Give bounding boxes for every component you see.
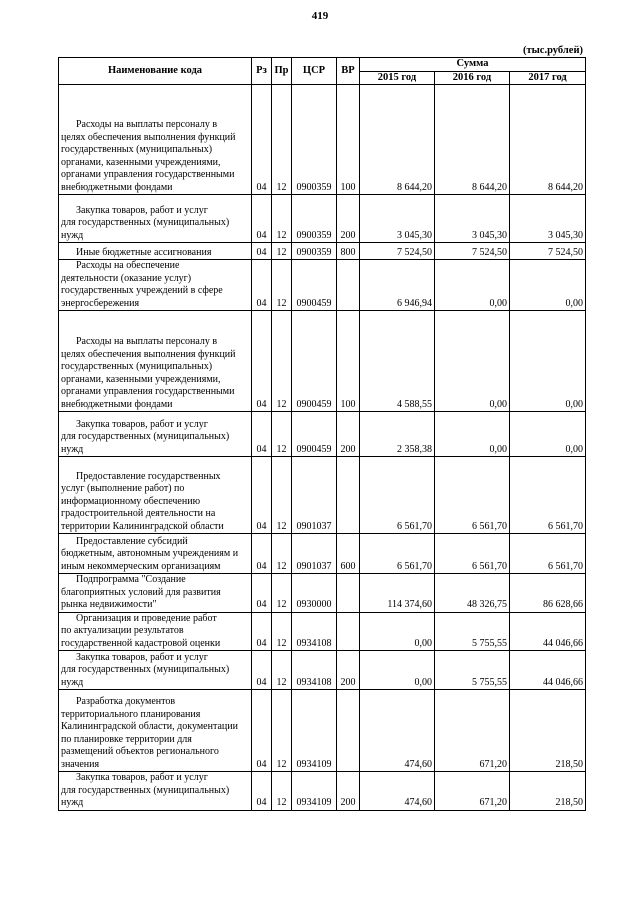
table-row <box>59 457 586 534</box>
table-row <box>59 85 586 195</box>
row-name: Расходы на обеспечение деятельности (оказание услуг) государственных учреждений в сфере энергосбережения <box>59 260 252 311</box>
row-pr: 12 <box>272 85 292 195</box>
row-2017-amount: 0,00 <box>510 260 586 311</box>
row-csr: 0900359 <box>292 195 337 243</box>
row-name: Разработка документов территориального планирования Калининградской области, документации по планировке территории для размещений объектов регионального значения <box>59 690 252 772</box>
row-csr: 0934109 <box>292 772 337 811</box>
row-2017-amount: 44 046,66 <box>510 612 586 651</box>
row-name: Предоставление субсидий бюджетным, автономным учреждениям и иным некоммерческим организациям <box>59 534 252 574</box>
row-2015-amount: 6 561,70 <box>360 534 435 574</box>
table-row <box>59 534 586 574</box>
header-pr: Пр <box>272 58 292 85</box>
row-2015-amount: 7 524,50 <box>360 243 435 260</box>
row-2017-amount: 218,50 <box>510 772 586 811</box>
row-2016-amount: 7 524,50 <box>435 243 510 260</box>
row-csr: 0900459 <box>292 412 337 457</box>
row-2017-amount: 0,00 <box>510 412 586 457</box>
row-pr: 12 <box>272 574 292 613</box>
row-2015-amount: 0,00 <box>360 612 435 651</box>
row-pr: 12 <box>272 772 292 811</box>
page-number: 419 <box>311 10 329 22</box>
units-label: (тыс.рублей) <box>522 45 583 56</box>
row-pr: 12 <box>272 651 292 690</box>
row-2015-amount: 6 561,70 <box>360 457 435 534</box>
row-2016-amount: 48 326,75 <box>435 574 510 613</box>
row-2017-amount: 218,50 <box>510 690 586 772</box>
row-pr: 12 <box>272 311 292 412</box>
row-2016-amount: 671,20 <box>435 772 510 811</box>
row-2016-amount: 0,00 <box>435 412 510 457</box>
row-pr: 12 <box>272 612 292 651</box>
header-vr: ВР <box>337 58 360 85</box>
row-csr: 0900359 <box>292 85 337 195</box>
row-rz: 04 <box>252 311 272 412</box>
table-row <box>59 260 586 311</box>
row-name: Организация и проведение работ по актуализации результатов государственной кадастровой оценки <box>59 612 252 651</box>
row-vr: 200 <box>337 195 360 243</box>
row-csr: 0934108 <box>292 651 337 690</box>
table-row <box>59 690 586 772</box>
row-2017-amount: 44 046,66 <box>510 651 586 690</box>
row-2017-amount: 6 561,70 <box>510 534 586 574</box>
header-sum: Сумма <box>360 58 586 72</box>
row-2015-amount: 474,60 <box>360 772 435 811</box>
row-name: Расходы на выплаты персоналу в целях обеспечения выполнения функций государственных (муниципальных) органами, казенными учреждениями, органами управления государственными внебюджетными фондами <box>59 85 252 195</box>
row-vr <box>337 690 360 772</box>
row-2016-amount: 0,00 <box>435 260 510 311</box>
row-2015-amount: 4 588,55 <box>360 311 435 412</box>
row-2016-amount: 6 561,70 <box>435 457 510 534</box>
row-rz: 04 <box>252 772 272 811</box>
row-csr: 0930000 <box>292 574 337 613</box>
row-rz: 04 <box>252 574 272 613</box>
row-2016-amount: 5 755,55 <box>435 651 510 690</box>
row-2017-amount: 7 524,50 <box>510 243 586 260</box>
row-rz: 04 <box>252 651 272 690</box>
row-pr: 12 <box>272 260 292 311</box>
row-rz: 04 <box>252 690 272 772</box>
row-name: Расходы на выплаты персоналу в целях обеспечения выполнения функций государственных (муниципальных) органами, казенными учреждениями, органами управления государственными внебюджетными фондами <box>59 311 252 412</box>
row-vr: 100 <box>337 311 360 412</box>
row-rz: 04 <box>252 260 272 311</box>
row-vr: 200 <box>337 772 360 811</box>
row-2016-amount: 671,20 <box>435 690 510 772</box>
row-2015-amount: 474,60 <box>360 690 435 772</box>
row-pr: 12 <box>272 243 292 260</box>
row-2017-amount: 3 045,30 <box>510 195 586 243</box>
row-2015-amount: 8 644,20 <box>360 85 435 195</box>
row-2017-amount: 8 644,20 <box>510 85 586 195</box>
header-rz: Рз <box>252 58 272 85</box>
table-row <box>59 772 586 811</box>
row-vr: 200 <box>337 412 360 457</box>
row-pr: 12 <box>272 690 292 772</box>
row-rz: 04 <box>252 195 272 243</box>
row-rz: 04 <box>252 612 272 651</box>
table-row <box>59 243 586 260</box>
row-name: Подпрограмма "Создание благоприятных условий для развития рынка недвижимости" <box>59 574 252 613</box>
row-rz: 04 <box>252 85 272 195</box>
table-row <box>59 574 586 613</box>
row-pr: 12 <box>272 534 292 574</box>
row-2017-amount: 86 628,66 <box>510 574 586 613</box>
row-csr: 0900459 <box>292 311 337 412</box>
row-2015-amount: 6 946,94 <box>360 260 435 311</box>
row-csr: 0901037 <box>292 534 337 574</box>
row-2017-amount: 0,00 <box>510 311 586 412</box>
row-2016-amount: 3 045,30 <box>435 195 510 243</box>
budget-table <box>58 57 586 811</box>
row-name: Иные бюджетные ассигнования <box>59 243 252 260</box>
header-2015: 2015 год <box>360 71 435 85</box>
row-vr: 600 <box>337 534 360 574</box>
row-vr: 800 <box>337 243 360 260</box>
row-2015-amount: 3 045,30 <box>360 195 435 243</box>
row-name: Закупка товаров, работ и услуг для государственных (муниципальных) нужд <box>59 772 252 811</box>
row-rz: 04 <box>252 457 272 534</box>
row-csr: 0934108 <box>292 612 337 651</box>
row-2015-amount: 0,00 <box>360 651 435 690</box>
table-row <box>59 612 586 651</box>
row-2015-amount: 2 358,38 <box>360 412 435 457</box>
table-row <box>59 412 586 457</box>
row-2015-amount: 114 374,60 <box>360 574 435 613</box>
row-csr: 0901037 <box>292 457 337 534</box>
row-2016-amount: 6 561,70 <box>435 534 510 574</box>
row-vr <box>337 260 360 311</box>
row-pr: 12 <box>272 195 292 243</box>
row-name: Закупка товаров, работ и услуг для государственных (муниципальных) нужд <box>59 412 252 457</box>
row-csr: 0900359 <box>292 243 337 260</box>
table-row <box>59 311 586 412</box>
row-vr <box>337 612 360 651</box>
header-2016: 2016 год <box>435 71 510 85</box>
row-name: Предоставление государственных услуг (выполнение работ) по информационному обеспечению градостроительной деятельности на территории Калининградской области <box>59 457 252 534</box>
row-rz: 04 <box>252 243 272 260</box>
row-vr: 100 <box>337 85 360 195</box>
row-rz: 04 <box>252 412 272 457</box>
row-vr <box>337 457 360 534</box>
row-name: Закупка товаров, работ и услуг для государственных (муниципальных) нужд <box>59 195 252 243</box>
header-name: Наименование кода <box>59 58 252 85</box>
table-row <box>59 651 586 690</box>
row-csr: 0900459 <box>292 260 337 311</box>
row-2016-amount: 0,00 <box>435 311 510 412</box>
header-csr: ЦСР <box>292 58 337 85</box>
header-2017: 2017 год <box>510 71 586 85</box>
row-2016-amount: 5 755,55 <box>435 612 510 651</box>
row-csr: 0934109 <box>292 690 337 772</box>
row-vr: 200 <box>337 651 360 690</box>
row-2017-amount: 6 561,70 <box>510 457 586 534</box>
row-vr <box>337 574 360 613</box>
row-rz: 04 <box>252 534 272 574</box>
row-name: Закупка товаров, работ и услуг для государственных (муниципальных) нужд <box>59 651 252 690</box>
row-pr: 12 <box>272 412 292 457</box>
row-2016-amount: 8 644,20 <box>435 85 510 195</box>
table-row <box>59 195 586 243</box>
row-pr: 12 <box>272 457 292 534</box>
